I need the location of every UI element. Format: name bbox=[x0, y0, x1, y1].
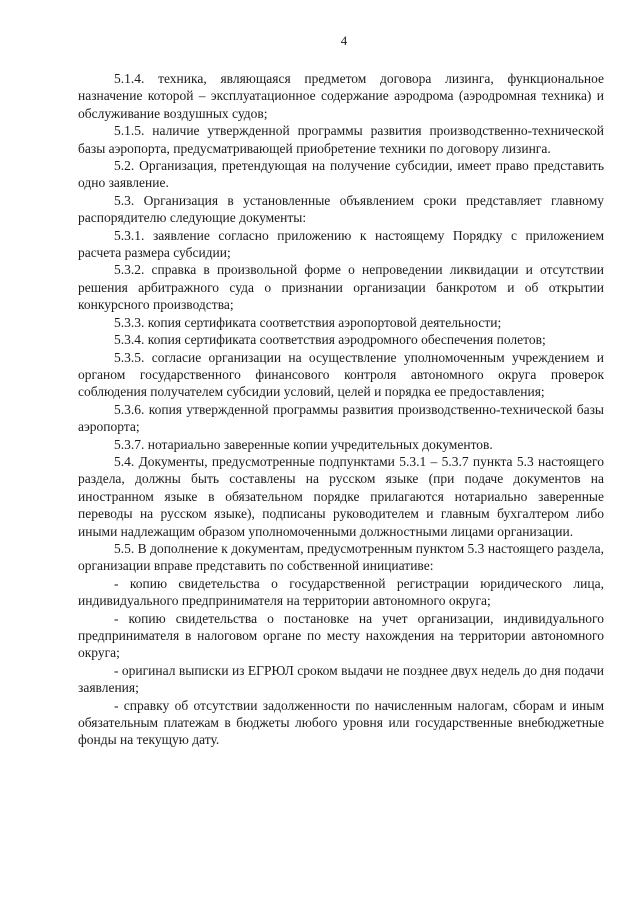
list-item-no-debt-certificate: - справку об отсутствии задолженности по начисленным налогам, сборам и иным обязательным платежам в бюджеты любого уровня или государственные внебюджетные фонды на текущую дату. bbox=[78, 697, 604, 748]
paragraph-5-1-4: 5.1.4. техника, являющаяся предметом договора лизинга, функциональное назначение которой – эксплуатационное содержание аэродрома (аэродромная техника) и обслуживание воздушных судов; bbox=[78, 71, 604, 121]
list-item-registration-certificate: - копию свидетельства о государственной регистрации юридического лица, индивидуального предпринимателя на территории автономного округа; bbox=[78, 575, 604, 609]
document-body bbox=[78, 70, 604, 749]
paragraph-5-3-7: 5.3.7. нотариально заверенные копии учредительных документов. bbox=[114, 436, 493, 452]
paragraph-5-3-3: 5.3.3. копия сертификата соответствия аэропортовой деятельности; bbox=[114, 314, 502, 330]
paragraph-5-4: 5.4. Документы, предусмотренные подпунктами 5.3.1 – 5.3.7 пункта 5.3 настоящего раздела, должны быть составлены на русском языке (при подаче документов на иностранном языке в обязательном порядке прилагаются нотариально заверенные переводы на русском языке), подписаны руководителем и главным бухгалтером либо иными надлежащим образом уполномоченными должностными лицами организации. bbox=[78, 453, 604, 539]
paragraph-5-3-6: 5.3.6. копия утвержденной программы развития производственно-технической базы аэропорта; bbox=[78, 401, 604, 435]
paragraph-5-5: 5.5. В дополнение к документам, предусмотренным пунктом 5.3 настоящего раздела, организации вправе представить по собственной инициативе: bbox=[78, 540, 604, 574]
list-item-tax-registration-certificate: - копию свидетельства о постановке на учет организации, индивидуального предпринимателя в налоговом органе по месту нахождения на территории автономного округа; bbox=[78, 610, 604, 661]
paragraph-5-3-4: 5.3.4. копия сертификата соответствия аэродромного обеспечения полетов; bbox=[114, 332, 546, 348]
paragraph-5-3-2: 5.3.2. справка в произвольной форме о непроведении ликвидации и отсутствии решения арбитражного суда о признании организации банкротом и об открытии конкурсного производства; bbox=[78, 262, 604, 313]
paragraph-5-3-5: 5.3.5. согласие организации на осуществление уполномоченным учреждением и органом государственного финансового контроля автономного округа проверок соблюдения получателем субсидии условий, целей и порядка ее предоставления; bbox=[78, 349, 604, 400]
paragraph-5-2: 5.2. Организация, претендующая на получение субсидии, имеет право представить одно заявление. bbox=[78, 158, 604, 191]
page-number: 4 bbox=[340, 33, 348, 48]
list-item-egrul-extract: - оригинал выписки из ЕГРЮЛ сроком выдачи не позднее двух недель до дня подачи заявления; bbox=[78, 662, 604, 696]
paragraph-5-3: 5.3. Организация в установленные объявлением сроки представляет главному распорядителю следующие документы: bbox=[78, 192, 604, 226]
paragraph-5-3-1: 5.3.1. заявление согласно приложению к настоящему Порядку с приложением расчета размера субсидии; bbox=[78, 227, 604, 261]
paragraph-5-1-5: 5.1.5. наличие утвержденной программы развития производственно-технической базы аэропорта, предусматривающей приобретение техники по договору лизинга. bbox=[78, 123, 604, 156]
